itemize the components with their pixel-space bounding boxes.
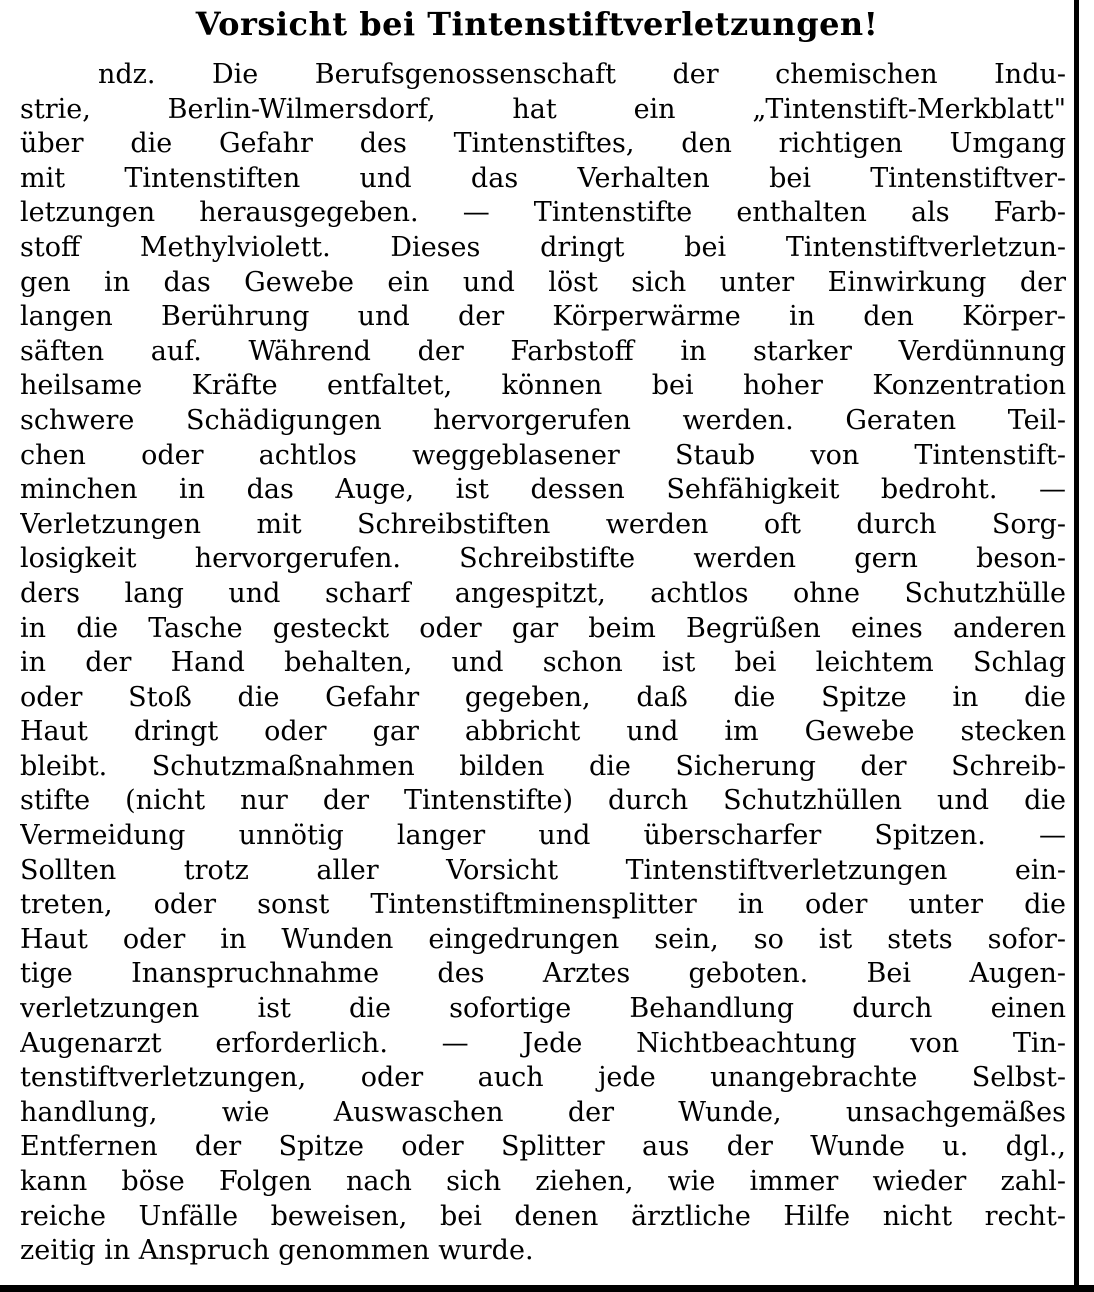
article-line: Verletzungen mit Schreibstiften werden oft durch Sorg- — [20, 508, 1066, 540]
article-line: minchen in das Auge, ist dessen Sehfähigkeit bedroht. — — [20, 474, 1066, 506]
article-line: gen in das Gewebe ein und löst sich unter Einwirkung der — [20, 266, 1066, 298]
article-line: reiche Unfälle beweisen, bei denen ärztliche Hilfe nicht recht- — [20, 1200, 1066, 1232]
article-line: kann böse Folgen nach sich ziehen, wie immer wieder zahl- — [20, 1166, 1066, 1197]
article-headline: Vorsicht bei Tintenstiftverletzungen! — [195, 5, 879, 43]
article-line: stifte (nicht nur der Tintenstifte) durch Schutzhüllen und die — [20, 785, 1066, 817]
article-line: Vermeidung unnötig langer und überscharfer Spitzen. — — [20, 820, 1066, 852]
column-rule-right — [1074, 0, 1079, 1292]
article-line: langen Berührung und der Körperwärme in den Körper- — [20, 301, 1066, 333]
article-body — [20, 58, 1066, 1269]
article-line: mit Tintenstiften und das Verhalten bei Tintenstiftver- — [20, 162, 1066, 194]
article-line: strie, Berlin-Wilmersdorf, hat ein „Tintenstift-Merkblatt" — [20, 93, 1066, 125]
column-rule-bottom — [0, 1285, 1094, 1292]
article-line: tige Inanspruchnahme des Arztes geboten. Bei Augen- — [20, 958, 1066, 990]
article-line: zeitig in Anspruch genommen wurde. — [20, 1235, 534, 1267]
article-line: oder Stoß die Gefahr gegeben, daß die Spitze in die — [20, 681, 1066, 713]
article-line: heilsame Kräfte entfaltet, können bei hoher Konzentration — [20, 370, 1066, 402]
article-line: treten, oder sonst Tintenstiftminensplitter in oder unter die — [20, 889, 1066, 921]
article-line: über die Gefahr des Tintenstiftes, den richtigen Umgang — [20, 128, 1066, 160]
article-line: Haut dringt oder gar abbricht und im Gewebe stecken — [20, 716, 1066, 748]
article-line: in der Hand behalten, und schon ist bei leichtem Schlag — [20, 647, 1066, 679]
article-line: handlung, wie Auswaschen der Wunde, unsachgemäßes — [20, 1096, 1066, 1128]
article-line: ders lang und scharf angespitzt, achtlos ohne Schutzhülle — [20, 577, 1066, 609]
article-line: in die Tasche gesteckt oder gar beim Begrüßen eines anderen — [20, 612, 1066, 644]
article-line: letzungen herausgegeben. — Tintenstifte enthalten als Farb- — [20, 197, 1066, 229]
article-line: tenstiftverletzungen, oder auch jede unangebrachte Selbst- — [20, 1062, 1066, 1094]
article-line: Sollten trotz aller Vorsicht Tintenstiftverletzungen ein- — [20, 854, 1066, 886]
article-line: stoff Methylviolett. Dieses dringt bei Tintenstiftverletzun- — [20, 231, 1066, 263]
article-line: bleibt. Schutzmaßnahmen bilden die Sicherung der Schreib- — [20, 750, 1066, 782]
article-line: losigkeit hervorgerufen. Schreibstifte werden gern beson- — [20, 543, 1066, 575]
article-line: ndz. Die Berufsgenossenschaft der chemischen Indu- — [98, 59, 1066, 90]
article-line: Haut oder in Wunden eingedrungen sein, so ist stets sofor- — [20, 923, 1066, 955]
article-line: säften auf. Während der Farbstoff in starker Verdünnung — [20, 335, 1066, 367]
article-line: Entfernen der Spitze oder Splitter aus der Wunde u. dgl., — [20, 1131, 1066, 1163]
article-line: Augenarzt erforderlich. — Jede Nichtbeachtung von Tin- — [20, 1027, 1066, 1059]
article-line: chen oder achtlos weggeblasener Staub von Tintenstift- — [20, 439, 1066, 471]
article-line: verletzungen ist die sofortige Behandlung durch einen — [20, 993, 1066, 1025]
article-line: schwere Schädigungen hervorgerufen werden. Geraten Teil- — [20, 404, 1066, 436]
